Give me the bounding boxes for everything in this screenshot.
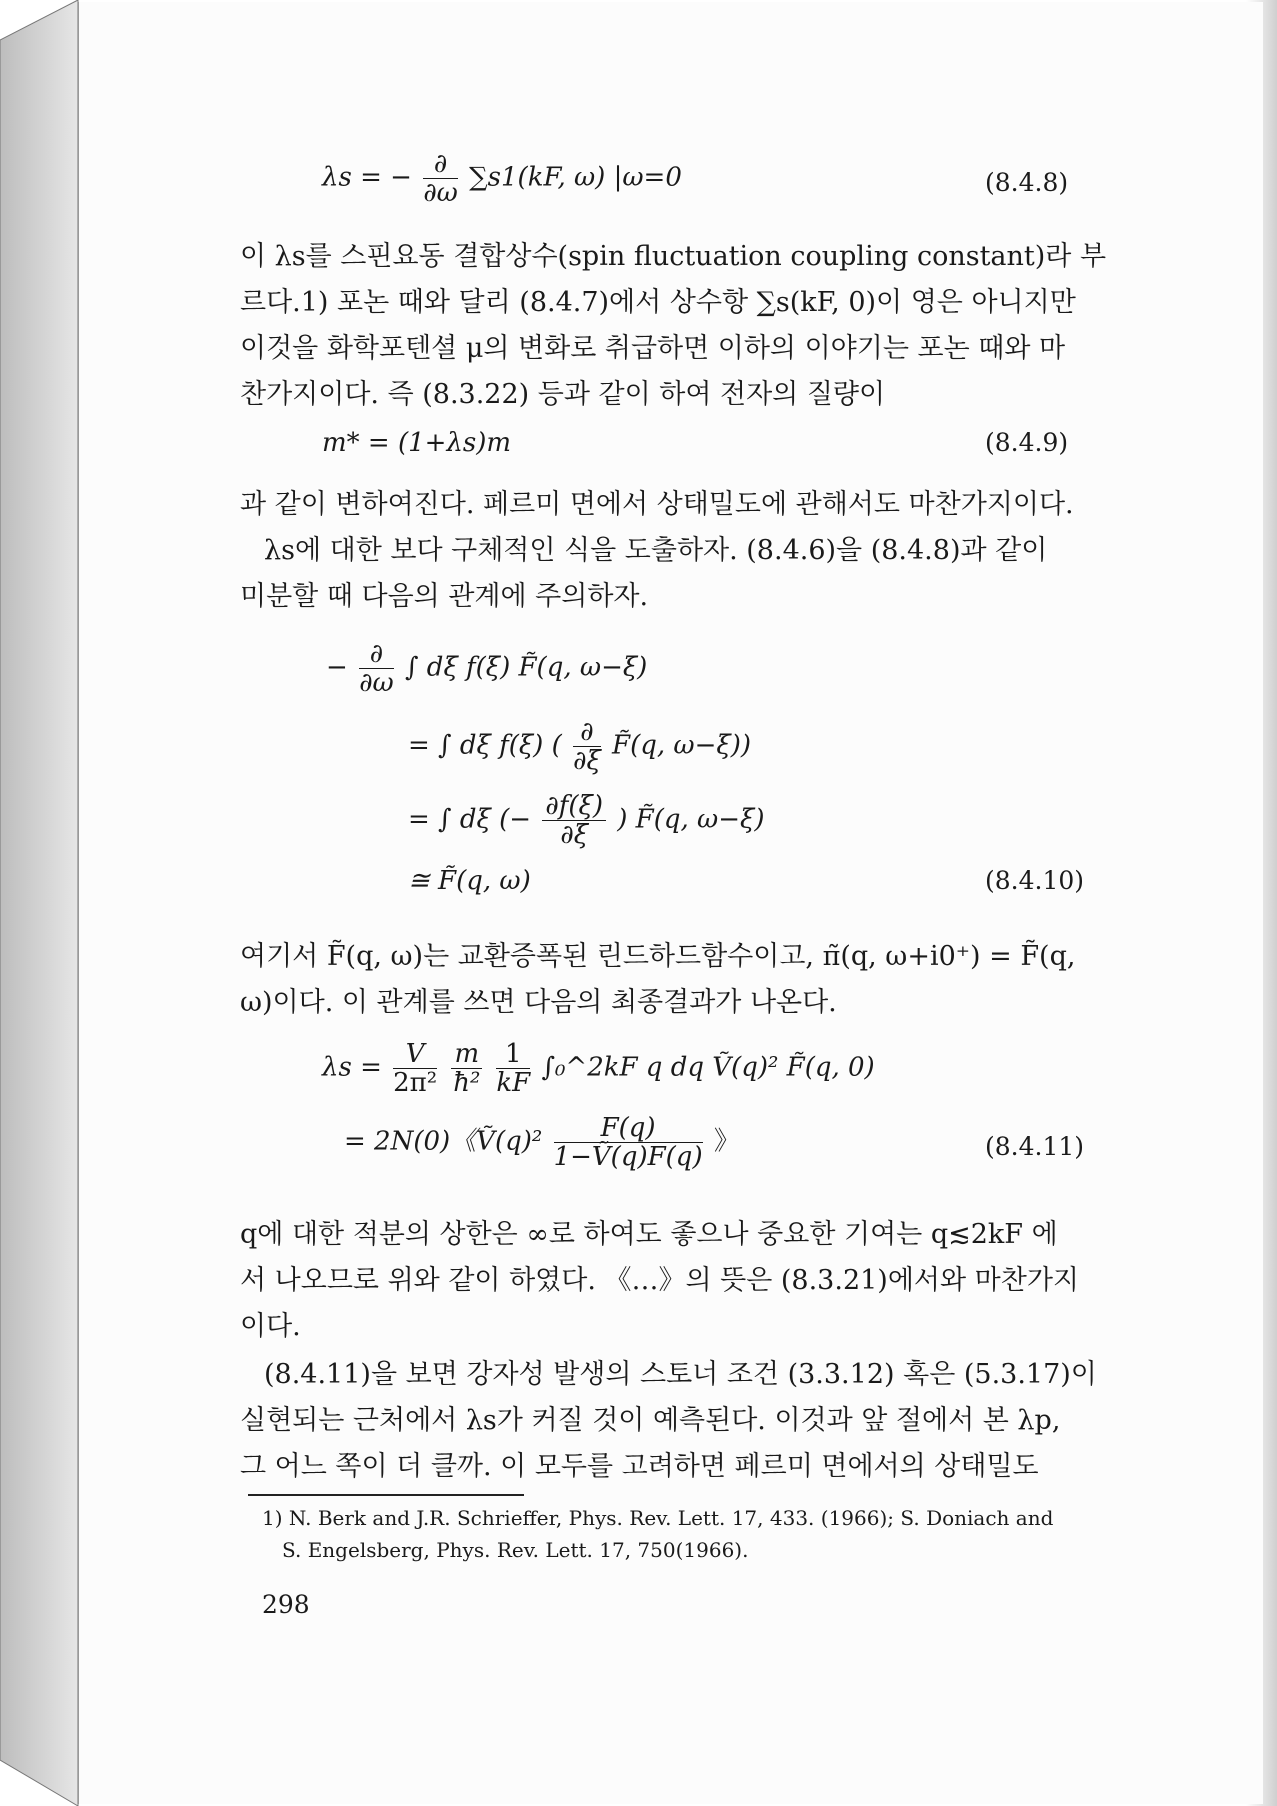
equation-8-4-10-line3 — [408, 792, 764, 849]
para1-line: 찬가지이다. 즉 (8.3.22) 등과 같이 하여 전자의 질량이 — [240, 379, 886, 410]
para2-line: 미분할 때 다음의 관계에 주의하자. — [240, 581, 649, 612]
eq-lhs: λs = − — [322, 162, 412, 193]
equation-8-4-11-line2 — [344, 1114, 740, 1171]
para4-line: 서 나오므로 위와 같이 하였다. 《…》의 뜻은 (8.3.21)에서와 마찬가지 — [240, 1265, 1079, 1296]
equation-8-4-10-line4: ≅ F̃(q, ω) — [408, 866, 531, 896]
para4-line: 이다. — [240, 1311, 301, 1342]
footnote-rule — [248, 1494, 524, 1496]
frac-numerator: ∂ — [573, 718, 601, 747]
eq-lhs: λs = — [322, 1052, 382, 1083]
para1-line: 르다.1) 포논 때와 달리 (8.4.7)에서 상수항 ∑s(kF, 0)이 영은 아니지만 — [240, 287, 1076, 318]
eq-term: = ∫ dξ (− — [408, 804, 532, 835]
equation-number: (8.4.8) — [985, 168, 1069, 197]
para3-line: ω)이다. 이 관계를 쓰면 다음의 최종결과가 나온다. — [240, 987, 837, 1018]
frac-numerator: ∂f(ξ) — [542, 792, 606, 821]
frac-numerator: ∂ — [359, 640, 394, 669]
eq-fraction — [393, 1040, 437, 1097]
para5-line: 그 어느 쪽이 더 클까. 이 모두를 고려하면 페르미 면에서의 상태밀도 — [240, 1451, 1039, 1482]
equation-number: (8.4.9) — [985, 428, 1069, 457]
frac-denominator: ∂ξ — [573, 746, 601, 776]
para1-line: 이것을 화학포텐셜 μ의 변화로 취급하면 이하의 이야기는 포논 때와 마 — [240, 333, 1066, 364]
equation-8-4-10-line2 — [408, 718, 751, 775]
frac-denominator: ∂ω — [359, 668, 394, 698]
para5-line: (8.4.11)을 보면 강자성 발생의 스토너 조건 (3.3.12) 혹은 (5.3.17)이 — [264, 1359, 1097, 1390]
para3-line: 여기서 F̃(q, ω)는 교환증폭된 린드하드함수이고, π̃(q, ω+i0⁺) = F̃(q, — [240, 941, 1076, 972]
frac-numerator: m — [451, 1040, 482, 1069]
eq-integral: ∫ dξ f(ξ) F̃(q, ω−ξ) — [404, 652, 648, 683]
frac-numerator: V — [393, 1040, 437, 1069]
para5-line: 실현되는 근처에서 λs가 커질 것이 예측된다. 이것과 앞 절에서 본 λp, — [240, 1405, 1061, 1436]
frac-numerator: F(q) — [554, 1114, 703, 1143]
frac-denominator: ∂ξ — [560, 820, 589, 850]
frac-denominator: ħ² — [453, 1068, 481, 1098]
equation-number: (8.4.10) — [985, 866, 1085, 895]
eq-rhs: ∑s1(kF, ω) |ω=0 — [469, 162, 682, 193]
para2-line: 과 같이 변하여진다. 페르미 면에서 상태밀도에 관해서도 마찬가지이다. — [240, 489, 1074, 520]
footnote-line: 1) N. Berk and J.R. Schrieffer, Phys. Rev. Lett. 17, 433. (1966); S. Doniach and — [262, 1506, 1054, 1530]
eq-fraction — [423, 150, 458, 207]
para4-line: q에 대한 적분의 상한은 ∞로 하여도 좋으나 중요한 기여는 q≲2kF 에 — [240, 1219, 1058, 1250]
frac-numerator: 1 — [496, 1040, 530, 1069]
eq-fraction — [554, 1114, 703, 1171]
eq-fraction — [542, 792, 606, 849]
eq-term: 》 — [713, 1126, 740, 1157]
footnote-line: S. Engelsberg, Phys. Rev. Lett. 17, 750(1966). — [282, 1538, 749, 1562]
frac-numerator: ∂ — [423, 150, 458, 179]
eq-term: F̃(q, ω−ξ)) — [612, 730, 751, 761]
equation-8-4-8 — [322, 150, 682, 207]
para2-line: λs에 대한 보다 구체적인 식을 도출하자. (8.4.6)을 (8.4.8)과 같이 — [264, 535, 1048, 566]
eq-integral: ∫₀^2kF q dq Ṽ(q)² F̃(q, 0) — [541, 1052, 875, 1083]
eq-term: ) F̃(q, ω−ξ) — [617, 804, 765, 835]
eq-fraction — [496, 1040, 530, 1097]
para1-line: 이 λs를 스핀요동 결합상수(spin fluctuation coupling constant)라 부 — [240, 241, 1107, 272]
equation-number: (8.4.11) — [985, 1132, 1085, 1161]
eq-fraction — [451, 1040, 482, 1097]
equation-8-4-9: m* = (1+λs)m — [322, 428, 512, 458]
eq-term: = ∫ dξ f(ξ) ( — [408, 730, 562, 761]
eq-term: = 2N(0)《Ṽ(q)² — [344, 1126, 543, 1157]
equation-8-4-11-line1 — [322, 1040, 875, 1097]
frac-denominator: 1−Ṽ(q)F(q) — [553, 1142, 703, 1172]
frac-denominator: kF — [496, 1068, 531, 1098]
equation-8-4-10-line1 — [326, 640, 647, 697]
frac-denominator: ∂ω — [423, 178, 458, 208]
eq-fraction — [573, 718, 601, 775]
page-number: 298 — [262, 1590, 310, 1619]
eq-fraction — [359, 640, 394, 697]
frac-denominator: 2π² — [393, 1068, 438, 1098]
eq-minus: − — [326, 652, 348, 683]
